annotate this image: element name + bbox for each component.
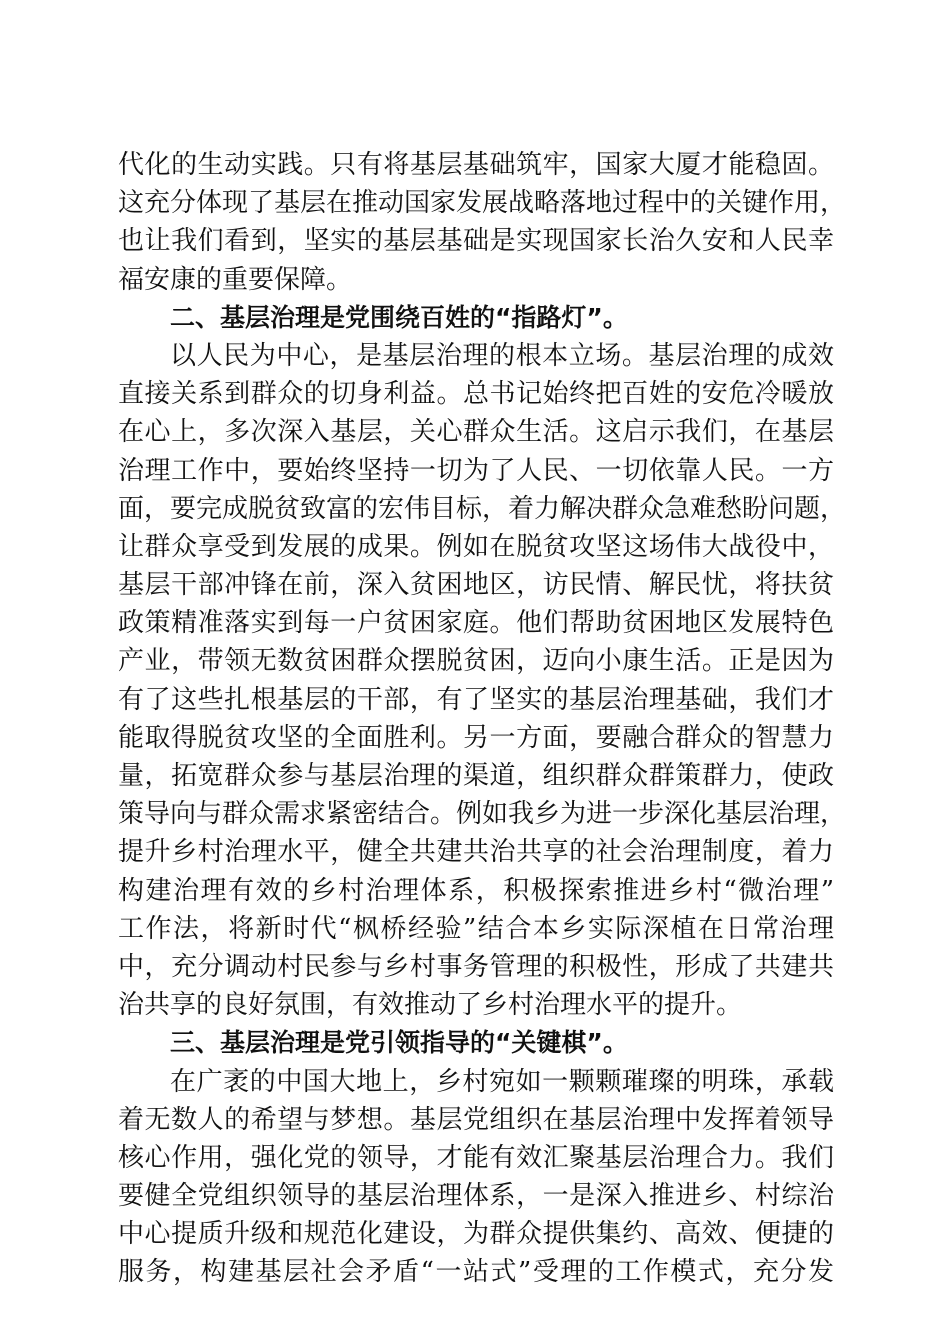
paragraph-line: 着无数人的希望与梦想。基层党组织在基层治理中发挥着领导	[118, 1104, 834, 1135]
paragraph-line: 让群众享受到发展的成果。例如在脱贫攻坚这场伟大战役中，	[118, 531, 834, 562]
paragraph-line: 要健全党组织领导的基层治理体系，一是深入推进乡、村综治	[118, 1181, 834, 1212]
paragraph-line: 治共享的良好氛围，有效推动了乡村治理水平的提升。	[118, 990, 743, 1021]
paragraph-line: 提升乡村治理水平，健全共建共治共享的社会治理制度，着力	[118, 837, 834, 868]
paragraph-line: 服务，构建基层社会矛盾“一站式”受理的工作模式，充分发	[118, 1257, 834, 1288]
paragraph-line: 政策精准落实到每一户贫困家庭。他们帮助贫困地区发展特色	[118, 608, 834, 639]
document-page	[118, 146, 847, 1292]
paragraph-line: 有了这些扎根基层的干部，有了坚实的基层治理基础，我们才	[118, 684, 834, 715]
paragraph-2	[118, 337, 847, 1024]
paragraph-line: 直接关系到群众的切身利益。总书记始终把百姓的安危冷暖放	[118, 379, 834, 410]
paragraph-line: 代化的生动实践。只有将基层基础筑牢，国家大厦才能稳固。	[118, 150, 834, 180]
paragraph-1	[118, 146, 847, 299]
paragraph-line: 面，要完成脱贫致富的宏伟目标，着力解决群众急难愁盼问题，	[118, 493, 847, 524]
paragraph-line: 工作法，将新时代“枫桥经验”结合本乡实际深植在日常治理	[118, 913, 834, 944]
paragraph-line: 以人民为中心，是基层治理的根本立场。基层治理的成效	[170, 340, 834, 371]
paragraph-line: 在广袤的中国大地上，乡村宛如一颗颗璀璨的明珠，承载	[170, 1066, 834, 1097]
paragraph-line: 策导向与群众需求紧密结合。例如我乡为进一步深化基层治理，	[118, 799, 847, 830]
paragraph-line: 在心上，多次深入基层，关心群众生活。这启示我们，在基层	[118, 417, 834, 448]
paragraph-line: 基层干部冲锋在前，深入贫困地区，访民情、解民忧，将扶贫	[118, 570, 834, 601]
paragraph-line: 福安康的重要保障。	[118, 264, 353, 295]
paragraph-line: 中，充分调动村民参与乡村事务管理的积极性，形成了共建共	[118, 951, 834, 982]
paragraph-line: 也让我们看到，坚实的基层基础是实现国家长治久安和人民幸	[118, 226, 834, 257]
paragraph-line: 产业，带领无数贫困群众摆脱贫困，迈向小康生活。正是因为	[118, 646, 834, 677]
paragraph-line: 核心作用，强化党的领导，才能有效汇聚基层治理合力。我们	[118, 1142, 834, 1173]
paragraph-line: 量，拓宽群众参与基层治理的渠道，组织群众群策群力，使政	[118, 761, 834, 791]
paragraph-line: 构建治理有效的乡村治理体系，积极探索推进乡村“微治理”	[118, 875, 834, 906]
section-heading-3: 三、基层治理是党引领指导的“关键棋”。	[170, 1028, 628, 1058]
paragraph-line: 这充分体现了基层在推动国家发展战略落地过程中的关键作用，	[118, 188, 847, 219]
paragraph-line: 治理工作中，要始终坚持一切为了人民、一切依靠人民。一方	[118, 455, 834, 486]
paragraph-3	[118, 1063, 834, 1292]
section-heading-2: 二、基层治理是党围绕百姓的“指路灯”。	[170, 302, 628, 332]
paragraph-line: 中心提质升级和规范化建设，为群众提供集约、高效、便捷的	[118, 1219, 834, 1250]
paragraph-line: 能取得脱贫攻坚的全面胜利。另一方面，要融合群众的智慧力	[118, 722, 834, 753]
